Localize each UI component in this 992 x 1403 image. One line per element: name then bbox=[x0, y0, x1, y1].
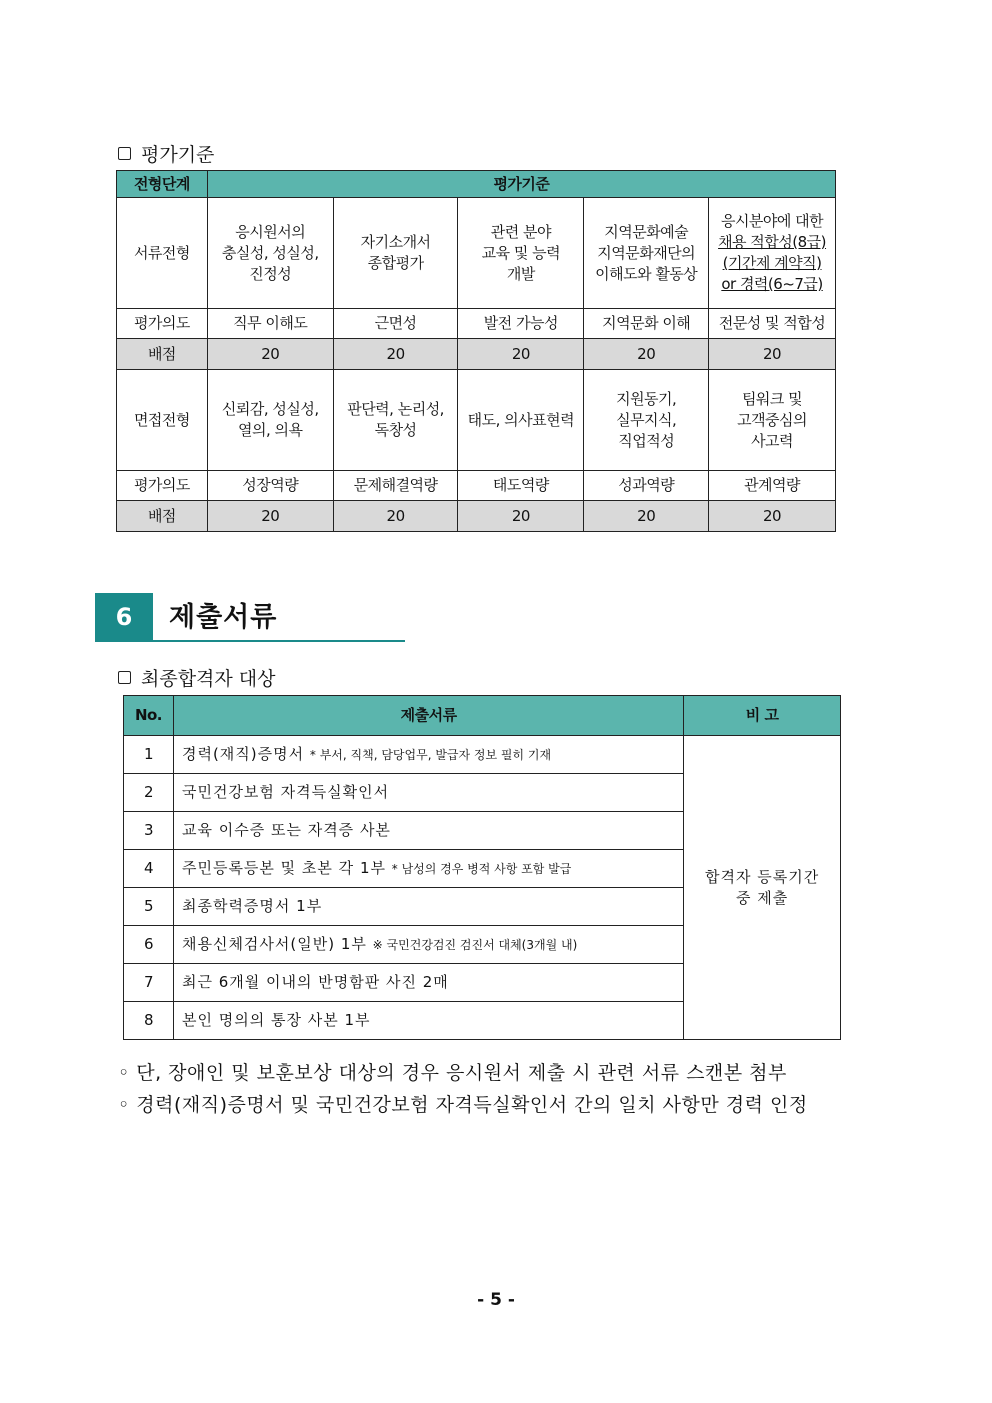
doc-score-cell: 20 bbox=[709, 339, 836, 370]
section-banner-title: 제출서류 bbox=[169, 602, 278, 633]
doc-intent-cell: 전문성 및 적합성 bbox=[709, 309, 836, 339]
doc-criteria-cell: 응시원서의 충실성, 성실성, 진정성 bbox=[207, 198, 333, 309]
interview-criteria-cell: 판단력, 논리성, 독창성 bbox=[333, 370, 458, 471]
doc-intent-cell: 발전 가능성 bbox=[458, 309, 584, 339]
interview-criteria-cell: 태도, 의사표현력 bbox=[458, 370, 584, 471]
checkbox-square-icon bbox=[118, 671, 131, 684]
document-cell: 최근 6개월 이내의 반명함판 사진 2매 bbox=[173, 964, 683, 1002]
doc-intent-cell: 직무 이해도 bbox=[207, 309, 333, 339]
interview-score-cell: 20 bbox=[207, 501, 333, 532]
document-cell: 본인 명의의 통장 사본 1부 bbox=[173, 1002, 683, 1040]
doc-score-cell: 20 bbox=[458, 339, 584, 370]
note-line-2: ◦ 경력(재직)증명서 및 국민건강보험 자격득실확인서 간의 일치 사항만 경력 인정 bbox=[118, 1094, 808, 1116]
document-cell: 국민건강보험 자격득실확인서 bbox=[173, 774, 683, 812]
interview-score-cell: 20 bbox=[709, 501, 836, 532]
evaluation-table bbox=[116, 170, 836, 532]
row-number: 3 bbox=[124, 812, 174, 850]
row-number: 1 bbox=[124, 736, 174, 774]
interview-score-cell: 20 bbox=[333, 501, 458, 532]
doc-criteria-cell: 응시분야에 대한 채용 적합성(8급) (기간제 계약직) or 경력(6~7급) bbox=[709, 198, 836, 309]
document-cell: 주민등록등본 및 초본 각 1부 * 남성의 경우 병적 사항 포함 발급 bbox=[173, 850, 683, 888]
interview-score-cell: 20 bbox=[584, 501, 709, 532]
section-heading-text: 평가기준 bbox=[141, 144, 215, 166]
doc-intent-cell: 지역문화 이해 bbox=[584, 309, 709, 339]
interview-intent-cell: 태도역량 bbox=[458, 471, 584, 501]
document-cell: 경력(재직)증명서 * 부서, 직책, 담당업무, 발급자 정보 필히 기재 bbox=[173, 736, 683, 774]
row-number: 4 bbox=[124, 850, 174, 888]
interview-criteria-cell: 신뢰감, 성실성, 열의, 의욕 bbox=[207, 370, 333, 471]
doc-score-cell: 20 bbox=[584, 339, 709, 370]
interview-intent-cell: 관계역량 bbox=[709, 471, 836, 501]
section-heading-final-applicants bbox=[118, 664, 276, 691]
row-number: 2 bbox=[124, 774, 174, 812]
header-no: No. bbox=[124, 696, 174, 736]
document-cell: 채용신체검사서(일반) 1부 ※ 국민건강검진 검진서 대체(3개월 내) bbox=[173, 926, 683, 964]
remark-cell: 합격자 등록기간 중 제출 bbox=[684, 736, 841, 1040]
document-cell: 교육 이수증 또는 자격증 사본 bbox=[173, 812, 683, 850]
page-number: - 5 - bbox=[477, 1290, 515, 1310]
checkbox-square-icon bbox=[118, 147, 131, 160]
section-number: 6 bbox=[95, 593, 153, 641]
banner-underline bbox=[95, 640, 405, 642]
doc-stage-label: 서류전형 bbox=[117, 198, 208, 309]
doc-criteria-cell: 지역문화예술 지역문화재단의 이해도와 활동상 bbox=[584, 198, 709, 309]
header-documents: 제출서류 bbox=[173, 696, 683, 736]
note-line-1: ◦ 단, 장애인 및 보훈보상 대상의 경우 응시원서 제출 시 관련 서류 스캔본 첨부 bbox=[118, 1062, 787, 1084]
interview-intent-cell: 성과역량 bbox=[584, 471, 709, 501]
row-number: 7 bbox=[124, 964, 174, 1002]
interview-intent-cell: 문제해결역량 bbox=[333, 471, 458, 501]
doc-criteria-cell: 자기소개서 종합평가 bbox=[333, 198, 458, 309]
document-cell: 최종학력증명서 1부 bbox=[173, 888, 683, 926]
documents-table bbox=[123, 695, 841, 1040]
interview-intent-label: 평가의도 bbox=[117, 471, 208, 501]
doc-score-label: 배점 bbox=[117, 339, 208, 370]
row-number: 5 bbox=[124, 888, 174, 926]
doc-intent-label: 평가의도 bbox=[117, 309, 208, 339]
doc-score-cell: 20 bbox=[207, 339, 333, 370]
header-remark: 비 고 bbox=[684, 696, 841, 736]
header-criteria: 평가기준 bbox=[207, 171, 835, 198]
section-heading-text: 최종합격자 대상 bbox=[141, 668, 276, 690]
header-stage: 전형단계 bbox=[117, 171, 208, 198]
interview-score-cell: 20 bbox=[458, 501, 584, 532]
interview-criteria-cell: 팀워크 및 고객중심의 사고력 bbox=[709, 370, 836, 471]
interview-criteria-cell: 지원동기, 실무지식, 직업적성 bbox=[584, 370, 709, 471]
section-heading-evaluation bbox=[118, 140, 214, 167]
doc-intent-cell: 근면성 bbox=[333, 309, 458, 339]
interview-stage-label: 면접전형 bbox=[117, 370, 208, 471]
row-number: 8 bbox=[124, 1002, 174, 1040]
interview-intent-cell: 성장역량 bbox=[207, 471, 333, 501]
doc-score-cell: 20 bbox=[333, 339, 458, 370]
interview-score-label: 배점 bbox=[117, 501, 208, 532]
row-number: 6 bbox=[124, 926, 174, 964]
doc-criteria-cell: 관련 분야 교육 및 능력 개발 bbox=[458, 198, 584, 309]
